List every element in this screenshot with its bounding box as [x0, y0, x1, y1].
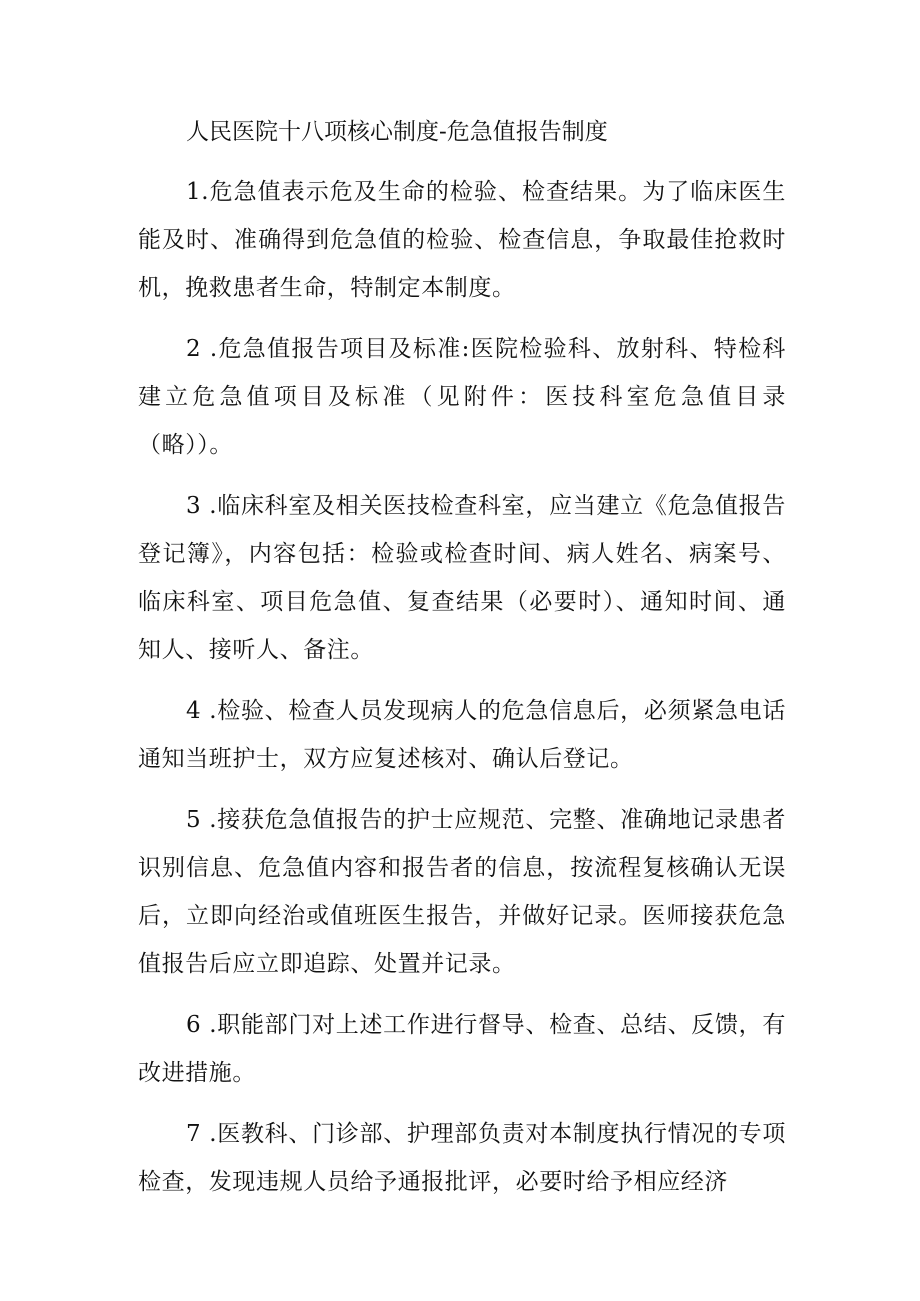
paragraph-5: 5 .接获危急值报告的护士应规范、完整、准确地记录患者识别信息、危急值内容和报告者的信息，按流程复核确认无误后，立即向经治或值班医生报告，并做好记录。医师接获危急值报告后应立即追踪、处置并记录。: [138, 807, 786, 977]
paragraph-3: 3 .临床科室及相关医技检查科室，应当建立《危急值报告登记簿》，内容包括：检验或检查时间、病人姓名、病案号、临床科室、项目危急值、复查结果（必要时）、通知时间、通知人、接听人、备注。: [138, 493, 786, 663]
paragraph-2: 2 .危急值报告项目及标准:医院检验科、放射科、特检科建立危急值项目及标准（见附件：医技科室危急值目录（略））。: [138, 336, 786, 458]
document-title: 人民医院十八项核心制度-危急值报告制度: [186, 119, 608, 145]
paragraph-7: 7 .医教科、门诊部、护理部负责对本制度执行情况的专项检查，发现违规人员给予通报批评，必要时给予相应经济: [138, 1121, 786, 1195]
paragraph-1: 1.危急值表示危及生命的检验、检查结果。为了临床医生能及时、准确得到危急值的检验、检查信息，争取最佳抢救时机，挽救患者生命，特制定本制度。: [138, 179, 786, 301]
paragraph-6: 6 .职能部门对上述工作进行督导、检查、总结、反馈，有改进措施。: [138, 1012, 786, 1086]
paragraph-4: 4 .检验、检查人员发现病人的危急信息后，必须紧急电话通知当班护士，双方应复述核对、确认后登记。: [138, 698, 786, 772]
document-body: [138, 108, 786, 1219]
